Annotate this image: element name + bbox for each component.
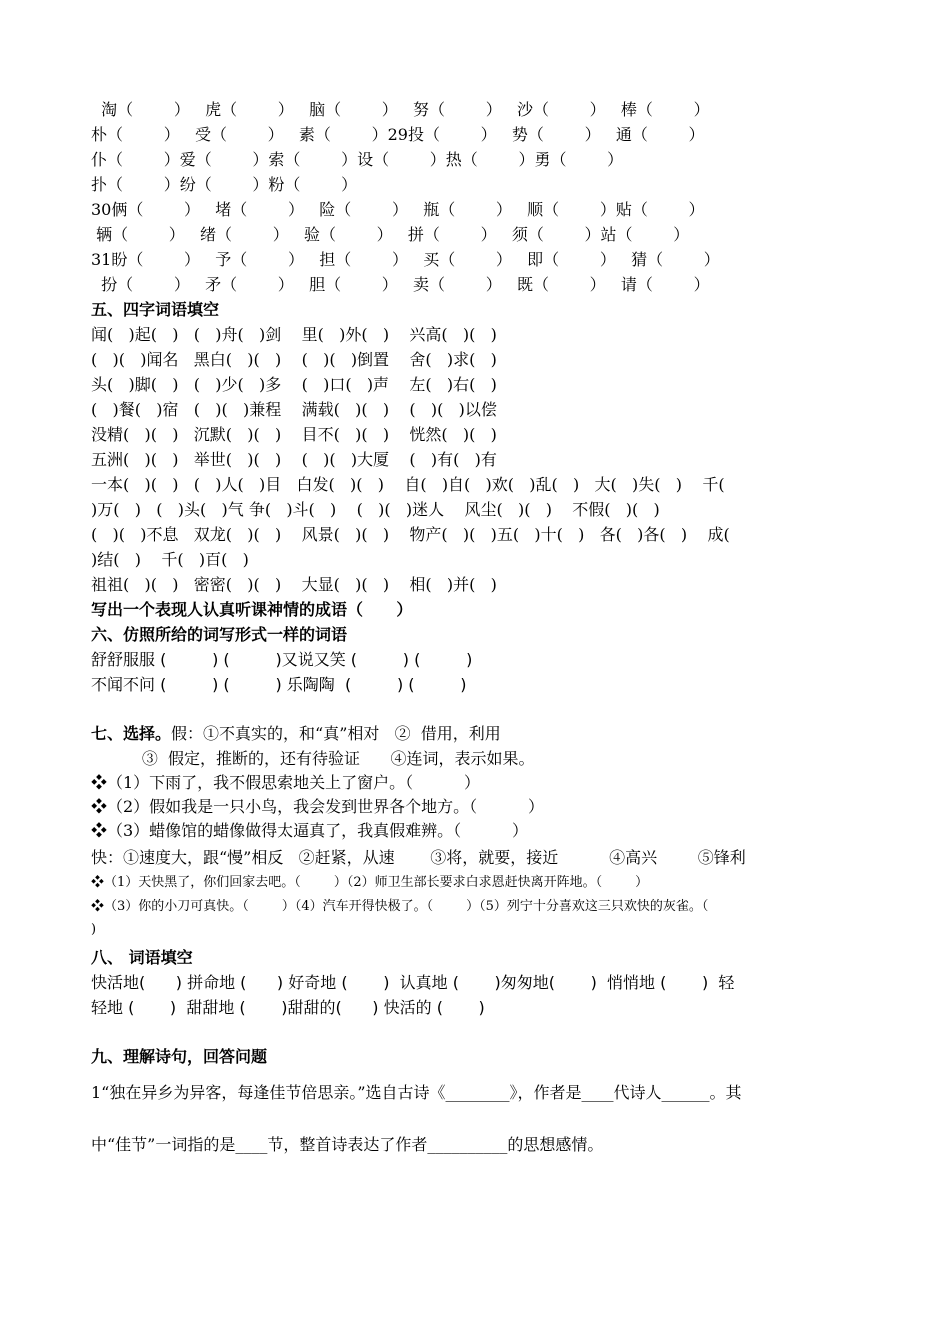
- char-row: 仆（ ）爱（ ）索（ ）设（ ）热（ ）勇（ ）: [91, 150, 624, 169]
- char-row: 31盼（ ） 予（ ） 担（ ） 买（ ） 即（ ） 猜（ ）: [91, 250, 720, 269]
- idiom-row: )万( ) ( )头( )气 争( )斗( ) ( )( )迷人 风尘( )( ) 不假( )( ): [91, 500, 660, 519]
- idiom-prompt: 写出一个表现人认真听课神情的成语（ ）: [91, 600, 413, 619]
- choice-item: ❖（3）蜡像馆的蜡像做得太逼真了，我真假难辨。（ ）: [91, 821, 529, 840]
- idiom-row: 祖祖( )( ) 密密( )( ) 大显( )( ) 相( )并( ): [91, 575, 497, 594]
- section-title: 五、四字词语填空: [91, 300, 220, 319]
- idiom-row: ( )( )闻名 黑白( )( ) ( )( )倒置 舍( )求( ): [91, 350, 497, 369]
- pattern-row: 不闻不问 ( ) ( ) 乐陶陶 ( ) ( ): [91, 675, 467, 694]
- idiom-row: ( )( )不息 双龙( )( ) 风景( )( ) 物产( )( )五( )十( ) 各( )各( ) 成(: [91, 525, 730, 544]
- jia-def-1: 假：①不真实的，和“真”相对 ② 借用，利用: [171, 724, 501, 743]
- jia-definition: [91, 722, 881, 746]
- section-title: 六、仿照所给的词写形式一样的词语: [91, 625, 348, 644]
- idiom-row: 头( )脚( ) ( )少( )多 ( )口( )声 左( )右( ): [91, 375, 497, 394]
- idiom-row: ( )餐( )宿 ( )( )兼程 满载( )( ) ( )( )以偿: [91, 400, 497, 419]
- pattern-row: 舒舒服服 ( ) ( )又说又笑 ( ) ( ): [91, 650, 473, 669]
- poem-question: 1“独在异乡为异客，每逢佳节倍思亲。”选自古诗《________》，作者是____代诗人______。其: [91, 1083, 742, 1102]
- poem-question: 中“佳节”一词指的是____节，整首诗表达了作者__________的思想感情。: [91, 1135, 604, 1154]
- idiom-row: 五洲( )( ) 举世( )( ) ( )( )大厦 ( )有( )有: [91, 450, 497, 469]
- char-row: 朴（ ） 受（ ） 素（ ）29投（ ） 势（ ） 通（ ）: [91, 125, 705, 144]
- choice-item: ❖（1）下雨了，我不假思索地关上了窗户。（ ）: [91, 773, 481, 792]
- section-title: 八、 词语填空: [91, 948, 193, 967]
- section-title: 七、选择。: [91, 724, 172, 743]
- char-row: 扮（ ） 矛（ ） 胆（ ） 卖（ ） 既（ ） 请（ ）: [91, 275, 710, 294]
- idiom-row: )结( ) 千( )百( ): [91, 550, 249, 569]
- char-row: 辆（ ） 绪（ ） 验（ ） 拼（ ） 须（ ）站（ ）: [91, 225, 690, 244]
- section-title: 九、理解诗句，回答问题: [91, 1047, 268, 1066]
- idiom-row: 一本( )( ) ( )人( )目 白发( )( ) 自( )自( )欢( )乱( ) 大( )失( ) 千(: [91, 475, 725, 494]
- fill-row: 轻地 ( ) 甜甜地 ( )甜甜的( ) 快活的 ( ): [91, 998, 485, 1017]
- char-row: 30俩（ ） 堵（ ） 险（ ） 瓶（ ） 顺（ ）贴（ ）: [91, 200, 705, 219]
- fill-row: 快活地( ) 拼命地 ( ) 好奇地 ( ) 认真地 ( )匆匆地( ) 悄悄地 ( ) 轻: [91, 973, 735, 992]
- char-row: 淘（ ） 虎（ ） 脑（ ） 努（ ） 沙（ ） 棒（ ）: [91, 100, 710, 119]
- jia-def-2: ③ 假定，推断的，还有待验证 ④连词，表示如果。: [91, 749, 535, 768]
- choice-item: ❖（1）天快黑了，你们回家去吧。（ ）（2）师卫生部长要求白求恩赶快离开阵地。（ ）: [91, 875, 649, 890]
- idiom-row: 闻( )起( ) ( )舟( )剑 里( )外( ) 兴高( )( ): [91, 325, 497, 344]
- choice-item: ): [91, 922, 97, 937]
- idiom-row: 没精( )( ) 沉默( )( ) 目不( )( ) 恍然( )( ): [91, 425, 497, 444]
- kuai-definition: 快：①速度大，跟“慢”相反 ②赶紧，从速 ③将，就要，接近 ④高兴 ⑤锋利: [91, 848, 746, 867]
- choice-item: ❖（2）假如我是一只小鸟，我会发到世界各个地方。（ ）: [91, 797, 545, 816]
- choice-item: ❖（3）你的小刀可真快。（ ）（4）汽车开得快极了。（ ）（5）列宁十分喜欢这三只欢快的灰雀。（: [91, 899, 709, 914]
- char-row: 扑（ ）纷（ ）粉（ ）: [91, 175, 358, 194]
